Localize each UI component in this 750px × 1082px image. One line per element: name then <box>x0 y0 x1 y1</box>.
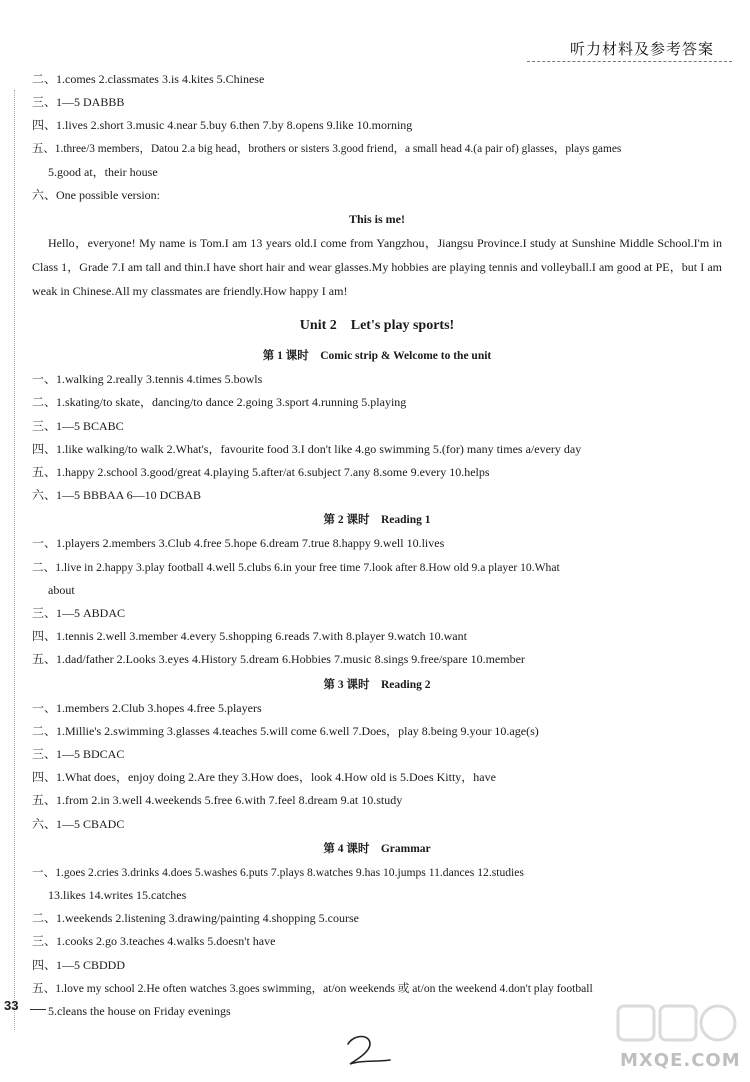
answer-line: 四、1—5 CBDDD <box>32 957 126 972</box>
lesson-title: 第 2 课时 Reading 1 <box>323 514 431 527</box>
answer-line: 二、1.Millie's 2.swimming 3.glasses 4.teaches 5.will come 6.well 7.Does，play 8.being 9.your 10.age(s) <box>32 723 539 738</box>
answer-line: 一、1.members 2.Club 3.hopes 4.free 5.players <box>32 700 262 715</box>
answer-line: 六、1—5 BBBAA 6—10 DCBAB <box>32 488 202 503</box>
lesson-title: 第 1 课时 Comic strip & Welcome to the unit <box>262 350 492 363</box>
page-header-title: 听力材料及参考答案 <box>569 40 714 58</box>
handwritten-mark <box>340 1030 400 1070</box>
answer-line: 5.cleans the house on Friday evenings <box>48 1004 231 1019</box>
answer-line: 一、1.walking 2.really 3.tennis 4.times 5.bowls <box>32 372 263 387</box>
answer-content <box>32 68 722 1023</box>
answer-line: 三、1—5 ABDAC <box>32 606 126 621</box>
answer-line: 四、1.What does，enjoy doing 2.Are they 3.How does，look 4.How old is 5.Does Kitty，have <box>32 770 496 785</box>
answer-line: 五、1.love my school 2.He often watches 3.goes swimming，at/on weekends 或 at/on the weekend 4.don't play football <box>32 981 593 995</box>
answer-line: 五、1.three/3 members，Datou 2.a big head，brothers or sisters 3.good friend，a small head 4.(a pair of) glasses，plays games <box>32 142 622 155</box>
answer-line: 六、One possible version: <box>32 188 160 203</box>
watermark-text: MXQE.COM <box>620 1050 741 1071</box>
answer-line: 一、1.goes 2.cries 3.drinks 4.does 5.washes 6.puts 7.plays 8.watches 9.has 10.jumps 11.dances 12.studies <box>32 865 524 879</box>
lesson-title: 第 4 课时 Grammar <box>323 842 431 855</box>
essay-text: Hello，everyone! My name is Tom.I am 13 years old.I come from Yangzhou，Jiangsu Province.I study at Sunshine Middle School.I'm in Class 1，Grade 7.I am tall and thin.I have short hair and wear glasses.My hobbies are playing tennis and volleyball.I am good at PE，but I am weak in Chinese.All my classmates are friendly.How happy I am! <box>32 236 722 299</box>
answer-line: 二、1.comes 2.classmates 3.is 4.kites 5.Chinese <box>32 72 265 86</box>
margin-dotted-line <box>14 90 15 1030</box>
answer-line: 三、1—5 BCABC <box>32 418 124 433</box>
essay-title: This is me! <box>348 212 405 227</box>
answer-line: 13.likes 14.writes 15.catches <box>48 888 187 903</box>
answer-line: 四、1.lives 2.short 3.music 4.near 5.buy 6.then 7.by 8.opens 9.like 10.morning <box>32 118 413 133</box>
answer-line: 四、1.tennis 2.well 3.member 4.every 5.shopping 6.reads 7.with 8.player 9.watch 10.want <box>32 629 467 644</box>
header-divider <box>527 61 732 62</box>
answer-line: 一、1.players 2.members 3.Club 4.free 5.hope 6.dream 7.true 8.happy 9.well 10.lives <box>32 536 445 551</box>
answer-line: 二、1.skating/to skate，dancing/to dance 2.going 3.sport 4.running 5.playing <box>32 395 407 410</box>
answer-line: 三、1—5 BDCAC <box>32 747 125 762</box>
answer-line: 二、1.weekends 2.listening 3.drawing/painting 4.shopping 5.course <box>32 911 359 926</box>
answer-line: 5.good at，their house <box>48 164 158 179</box>
answer-line: 五、1.dad/father 2.Looks 3.eyes 4.History 5.dream 6.Hobbies 7.music 8.sings 9.free/spare 10.member <box>32 652 525 667</box>
page-number: 33 <box>4 998 19 1013</box>
lesson-title: 第 3 课时 Reading 2 <box>323 678 431 691</box>
unit-title: Unit 2 Let's play sports! <box>299 318 455 334</box>
answer-line: 六、1—5 CBADC <box>32 816 125 831</box>
answer-line: 四、1.like walking/to walk 2.What's，favourite food 3.I don't like 4.go swimming 5.(for) many times a/every day <box>32 441 582 456</box>
answer-line: 三、1—5 DABBB <box>32 95 125 110</box>
answer-line: about <box>48 582 75 597</box>
answer-line: 二、1.live in 2.happy 3.play football 4.well 5.clubs 6.in your free time 7.look after 8.How old 9.a player 10.What <box>32 560 560 574</box>
answer-line: 三、1.cooks 2.go 3.teaches 4.walks 5.doesn't have <box>32 934 276 949</box>
answer-line: 五、1.from 2.in 3.well 4.weekends 5.free 6.with 7.feel 8.dream 9.at 10.study <box>32 793 403 808</box>
page-number-dash <box>30 1009 46 1010</box>
answer-line: 五、1.happy 2.school 3.good/great 4.playing 5.after/at 6.subject 7.any 8.some 9.every 10.helps <box>32 465 490 480</box>
